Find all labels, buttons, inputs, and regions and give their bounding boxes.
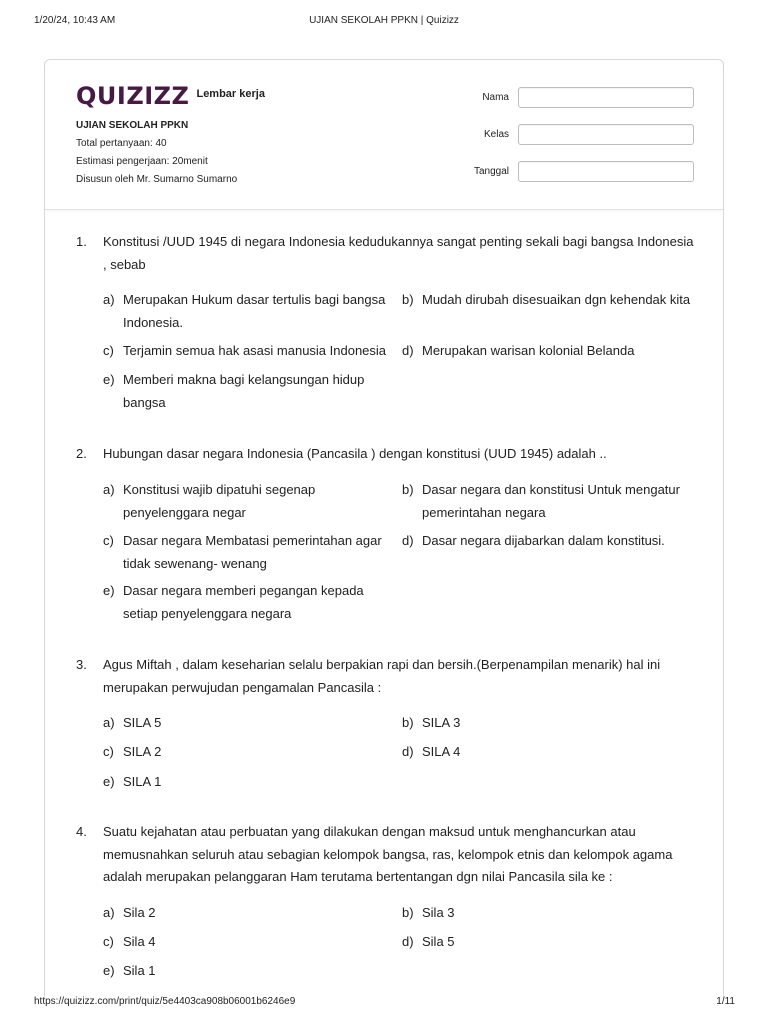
estimate: Estimasi pengerjaan: 20menit [76,156,208,167]
option-letter: b) [402,905,414,920]
question-4 [76,821,696,889]
option-text: Konstitusi wajib dipatuhi segenap penyelenggara negar [123,482,316,520]
option-1b [402,289,692,312]
question-text: Suatu kejahatan atau perbuatan yang dilakukan dengan maksud untuk menghancurkan atau memusnahkan seluruh atau sebagian kelompok bangsa, ras, kelompok etnis dan kelompok agama adalah merupakan pelanggaran Ham terutama bertentangan dgn nilai Pancasila sila ke : [103,824,673,884]
option-letter: c) [103,934,114,949]
option-1c [103,340,399,363]
question-text: Hubungan dasar negara Indonesia (Pancasila ) dengan konstitusi (UUD 1945) adalah .. [103,446,607,461]
worksheet-label: Lembar kerja [196,88,265,100]
option-letter: e) [103,963,115,978]
option-letter: b) [402,482,414,497]
name-label: Nama [482,92,509,103]
option-letter: e) [103,583,115,598]
question-number: 4. [76,824,87,839]
worksheet-header [45,60,723,210]
option-text: Sila 4 [123,934,156,949]
name-field [445,87,695,109]
question-1 [76,231,696,276]
option-letter: e) [103,774,115,789]
option-text: Merupakan warisan kolonial Belanda [422,343,635,358]
option-letter: d) [402,343,414,358]
author: Disusun oleh Mr. Sumarno Sumarno [76,174,238,185]
question-text: Konstitusi /UUD 1945 di negara Indonesia kedudukannya sangat penting sekali bagi bangsa Indonesia , sebab [103,234,694,272]
question-number: 2. [76,446,87,461]
option-text: SILA 5 [123,715,162,730]
option-1e [103,369,399,414]
option-text: Dasar negara dan konstitusi Untuk mengatur pemerintahan negara [422,482,680,520]
page-number: 1/11 [716,996,735,1007]
quiz-meta [76,120,237,192]
option-3c [103,741,399,764]
date-input[interactable] [518,161,694,182]
option-text: Dasar negara Membatasi pemerintahan agar tidak sewenang- wenang [123,533,382,571]
worksheet [44,59,724,999]
option-letter: a) [103,905,115,920]
option-letter: d) [402,744,414,759]
option-text: Dasar negara memberi pegangan kepada setiap penyelenggara negara [123,583,364,621]
option-text: Dasar negara dijabarkan dalam konstitusi. [422,533,665,548]
quizizz-logo: QUIZIZZ [76,82,190,110]
question-text: Agus Miftah , dalam keseharian selalu berpakian rapi dan bersih.(Berpenampilan menarik) hal ini merupakan perwujudan pengamalan Pancasila : [103,657,661,695]
option-letter: b) [402,292,414,307]
question-3 [76,654,696,699]
option-letter: c) [103,533,114,548]
option-letter: c) [103,343,114,358]
option-text: SILA 2 [123,744,162,759]
name-input[interactable] [518,87,694,108]
option-4d [402,931,692,954]
option-4c [103,931,399,954]
option-2c [103,530,399,575]
option-text: Memberi makna bagi kelangsungan hidup bangsa [123,372,365,410]
option-text: Merupakan Hukum dasar tertulis bagi bangsa Indonesia. [123,292,386,330]
option-letter: d) [402,533,414,548]
option-text: Sila 1 [123,963,156,978]
date-field [445,161,695,183]
option-4e [103,960,399,983]
total-questions: Total pertanyaan: 40 [76,138,167,149]
option-letter: a) [103,292,115,307]
option-text: Mudah dirubah disesuaikan dgn kehendak kita [422,292,691,307]
option-1a [103,289,399,334]
print-header [0,15,768,29]
date-label: Tanggal [473,166,509,177]
class-input[interactable] [518,124,694,145]
option-3d [402,741,692,764]
option-2e [103,580,399,625]
print-page-title: UJIAN SEKOLAH PPKN | Quizizz [309,15,459,26]
option-text: Sila 3 [422,905,455,920]
class-field [445,124,695,146]
option-letter: a) [103,482,115,497]
option-text: Terjamin semua hak asasi manusia Indonesia [123,343,387,358]
question-number: 3. [76,657,87,672]
question-number: 1. [76,234,87,249]
option-2b [402,479,692,524]
class-label: Kelas [483,129,509,140]
option-letter: e) [103,372,115,387]
option-text: SILA 1 [123,774,162,789]
question-2 [76,443,696,466]
option-letter: c) [103,744,114,759]
option-text: SILA 3 [422,715,461,730]
print-footer [0,996,768,1010]
option-3b [402,712,692,735]
option-1d [402,340,692,363]
option-letter: b) [402,715,414,730]
option-letter: a) [103,715,115,730]
option-2a [103,479,399,524]
option-text: SILA 4 [422,744,461,759]
option-letter: d) [402,934,414,949]
option-4b [402,902,692,925]
option-4a [103,902,399,925]
print-datetime: 1/20/24, 10:43 AM [34,15,116,26]
option-3e [103,771,399,794]
option-text: Sila 2 [123,905,156,920]
print-url: https://quizizz.com/print/quiz/5e4403ca908b06001b6246e9 [34,996,296,1007]
option-2d [402,530,692,553]
option-3a [103,712,399,735]
quiz-title: UJIAN SEKOLAH PPKN [76,120,189,131]
brand [76,79,265,109]
option-text: Sila 5 [422,934,455,949]
